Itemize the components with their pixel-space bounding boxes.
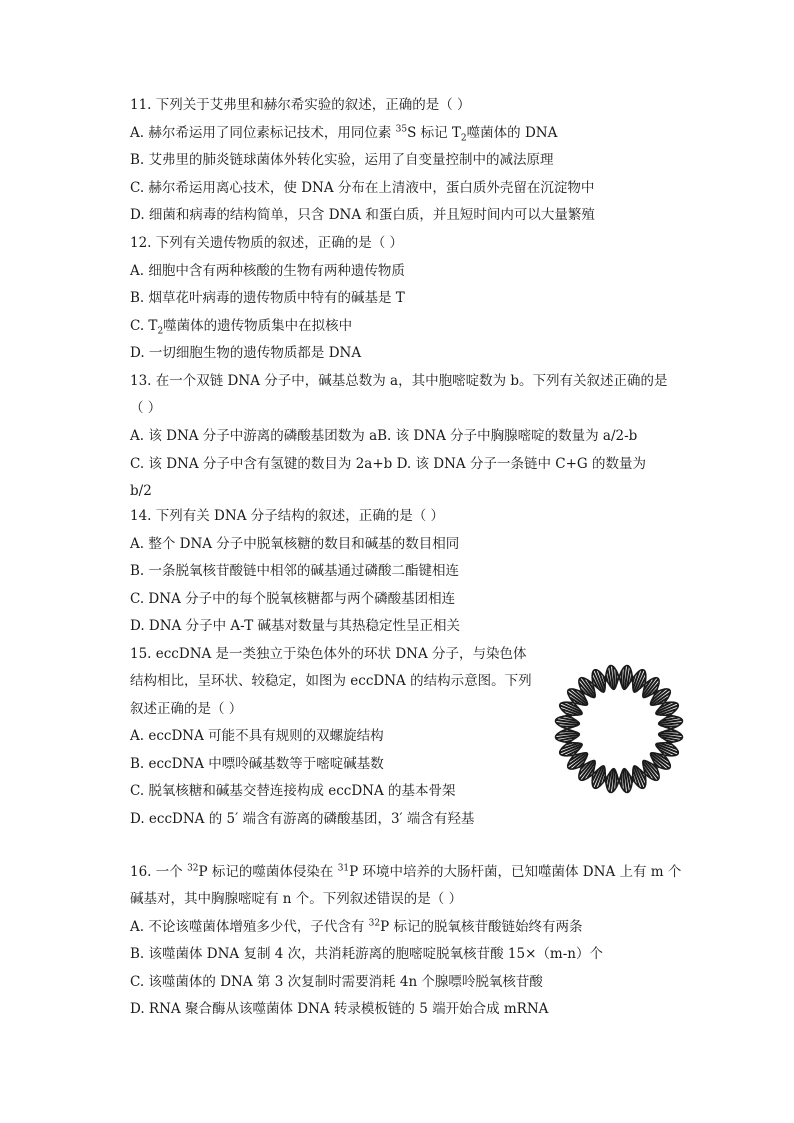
q13-stem-bracket: （ ）	[130, 400, 162, 416]
q13-options-ab: A. 该 DNA 分子中游离的磷酸基团数为 aB. 该 DNA 分子中胸腺嘧啶的数量为 a/2-b	[130, 428, 638, 444]
q15-stem-line3: 叙述正确的是（ ）	[130, 701, 243, 717]
q16-option-d: D. RNA 聚合酶从该噬菌体 DNA 转录模板链的 5 端开始合成 mRNA	[130, 1001, 549, 1017]
q11-option-b: B. 艾弗里的肺炎链球菌体外转化实验，运用了自变量控制中的减法原理	[130, 152, 554, 168]
q12-option-b: B. 烟草花叶病毒的遗传物质中特有的碱基是 T	[130, 290, 405, 306]
q15-option-d: D. eccDNA 的 5′ 端含有游离的磷酸基团，3′ 端含有羟基	[130, 811, 475, 827]
q16-option-a: A. 不论该噬菌体增殖多少代，子代含有 $^{32}$P 标记的脱氧核苷酸链始终有两条	[130, 918, 583, 935]
q15-option-c: C. 脱氧核糖和碱基交替连接构成 eccDNA 的基本骨架	[130, 783, 456, 799]
q12-option-c: C. $T_2$噬菌体的遗传物质集中在拟核中	[130, 318, 353, 337]
q13-options-cd: C. 该 DNA 分子中含有氢键的数目为 2a+b D. 该 DNA 分子一条链中 C+G 的数量为	[130, 456, 646, 472]
q11-option-d: D. 细菌和病毒的结构简单，只含 DNA 和蛋白质，并且短时间内可以大量繁殖	[130, 207, 595, 223]
q15-option-a: A. eccDNA 可能不具有规则的双螺旋结构	[130, 728, 384, 744]
q16-stem-line1: 16. 一个 $^{32}$P 标记的噬菌体侵染在 $^{31}$P 环境中培养的大肠杆菌，已知噬菌体 DNA 上有 m 个	[130, 863, 682, 880]
q15-option-b: B. eccDNA 中嘌呤碱基数等于嘧啶碱基数	[130, 756, 384, 772]
q16-stem-line2: 碱基对，其中胸腺嘧啶有 n 个。下列叙述错误的是（ ）	[130, 891, 463, 907]
q14-option-a: A. 整个 DNA 分子中脱氧核糖的数目和碱基的数目相同	[130, 536, 460, 552]
q11-option-c: C. 赫尔希运用离心技术，使 DNA 分布在上清液中，蛋白质外壳留在沉淀物中	[130, 180, 595, 196]
q15-stem-line2: 结构相比，呈环状、较稳定，如图为 eccDNA 的结构示意图。下列	[130, 673, 532, 689]
q13-stem: 13. 在一个双链 DNA 分子中，碱基总数为 a，其中胞嘧啶数为 b。下列有关叙述正确的是	[130, 373, 668, 389]
eccdna-ring-icon	[549, 658, 689, 800]
q13-option-d-cont: b/2	[130, 483, 152, 499]
q16-option-b: B. 该噬菌体 DNA 复制 4 次，共消耗游离的胞嘧啶脱氧核苷酸 15×（m-n）个	[130, 946, 603, 962]
eccdna-figure	[549, 658, 689, 800]
q14-option-b: B. 一条脱氧核苷酸链中相邻的碱基通过磷酸二酯键相连	[130, 563, 460, 579]
q14-stem: 14. 下列有关 DNA 分子结构的叙述，正确的是（ ）	[130, 508, 445, 524]
q12-option-d: D. 一切细胞生物的遗传物质都是 DNA	[130, 345, 362, 361]
q14-option-c: C. DNA 分子中的每个脱氧核糖都与两个磷酸基团相连	[130, 591, 456, 607]
q14-option-d: D. DNA 分子中 A-T 碱基对数量与其热稳定性呈正相关	[130, 618, 461, 634]
q15-stem-line1: 15. eccDNA 是一类独立于染色体外的环状 DNA 分子，与染色体	[130, 646, 527, 662]
q12-stem: 12. 下列有关遗传物质的叙述，正确的是（ ）	[130, 235, 404, 251]
q12-option-a: A. 细胞中含有两种核酸的生物有两种遗传物质	[130, 263, 405, 279]
q11-stem: 11. 下列关于艾弗里和赫尔希实验的叙述，正确的是（ ）	[130, 97, 471, 113]
q11-option-a: A. 赫尔希运用了同位素标记技术，用同位素 $^{35}$S 标记 $T_2$噬菌体的 DNA	[130, 124, 558, 144]
q16-option-c: C. 该噬菌体的 DNA 第 3 次复制时需要消耗 4n 个腺嘌呤脱氧核苷酸	[130, 974, 543, 990]
